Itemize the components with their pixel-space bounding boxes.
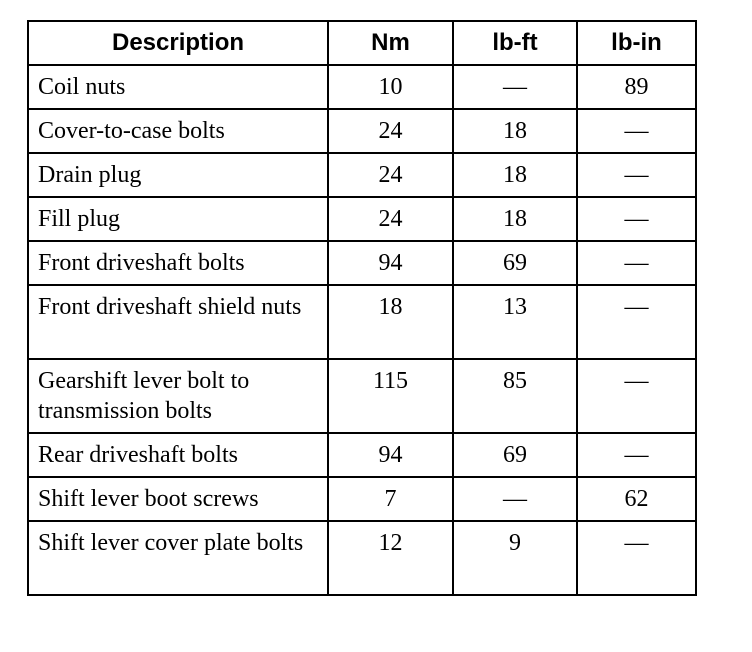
cell-nm: 94 bbox=[328, 433, 453, 477]
cell-lb-in: — bbox=[577, 153, 696, 197]
cell-nm: 7 bbox=[328, 477, 453, 521]
table-row bbox=[28, 433, 696, 477]
table-row bbox=[28, 477, 696, 521]
table-row bbox=[28, 109, 696, 153]
table-row bbox=[28, 285, 696, 359]
cell-lb-in: — bbox=[577, 197, 696, 241]
cell-description: Cover-to-case bolts bbox=[28, 109, 328, 153]
table-row bbox=[28, 241, 696, 285]
cell-lb-in: — bbox=[577, 109, 696, 153]
header-nm: Nm bbox=[328, 21, 453, 65]
cell-nm: 94 bbox=[328, 241, 453, 285]
cell-description: Coil nuts bbox=[28, 65, 328, 109]
cell-nm: 24 bbox=[328, 197, 453, 241]
cell-description: Shift lever cover plate bolts bbox=[28, 521, 328, 595]
table-header-row bbox=[28, 21, 696, 65]
table-row bbox=[28, 359, 696, 433]
cell-description: Front driveshaft bolts bbox=[28, 241, 328, 285]
cell-description: Gearshift lever bolt to transmission bolts bbox=[28, 359, 328, 433]
cell-nm: 12 bbox=[328, 521, 453, 595]
table-row bbox=[28, 153, 696, 197]
cell-lb-in: — bbox=[577, 241, 696, 285]
cell-lb-ft: 18 bbox=[453, 153, 577, 197]
cell-description: Shift lever boot screws bbox=[28, 477, 328, 521]
cell-lb-ft: 18 bbox=[453, 109, 577, 153]
cell-lb-in: — bbox=[577, 521, 696, 595]
torque-spec-table bbox=[27, 20, 697, 596]
cell-lb-ft: 69 bbox=[453, 433, 577, 477]
cell-lb-in: — bbox=[577, 433, 696, 477]
cell-description: Rear driveshaft bolts bbox=[28, 433, 328, 477]
cell-lb-in: 62 bbox=[577, 477, 696, 521]
cell-nm: 24 bbox=[328, 109, 453, 153]
cell-description: Fill plug bbox=[28, 197, 328, 241]
cell-nm: 10 bbox=[328, 65, 453, 109]
cell-description: Front driveshaft shield nuts bbox=[28, 285, 328, 359]
cell-lb-in: — bbox=[577, 359, 696, 433]
cell-lb-ft: — bbox=[453, 65, 577, 109]
table-row bbox=[28, 197, 696, 241]
cell-lb-ft: 13 bbox=[453, 285, 577, 359]
cell-lb-ft: — bbox=[453, 477, 577, 521]
header-lb-ft: lb-ft bbox=[453, 21, 577, 65]
cell-lb-ft: 9 bbox=[453, 521, 577, 595]
cell-lb-ft: 69 bbox=[453, 241, 577, 285]
cell-description: Drain plug bbox=[28, 153, 328, 197]
table-row bbox=[28, 65, 696, 109]
header-lb-in: lb-in bbox=[577, 21, 696, 65]
table-row bbox=[28, 521, 696, 595]
header-description: Description bbox=[28, 21, 328, 65]
cell-lb-ft: 18 bbox=[453, 197, 577, 241]
cell-nm: 18 bbox=[328, 285, 453, 359]
cell-nm: 24 bbox=[328, 153, 453, 197]
cell-nm: 115 bbox=[328, 359, 453, 433]
cell-lb-in: 89 bbox=[577, 65, 696, 109]
cell-lb-ft: 85 bbox=[453, 359, 577, 433]
cell-lb-in: — bbox=[577, 285, 696, 359]
